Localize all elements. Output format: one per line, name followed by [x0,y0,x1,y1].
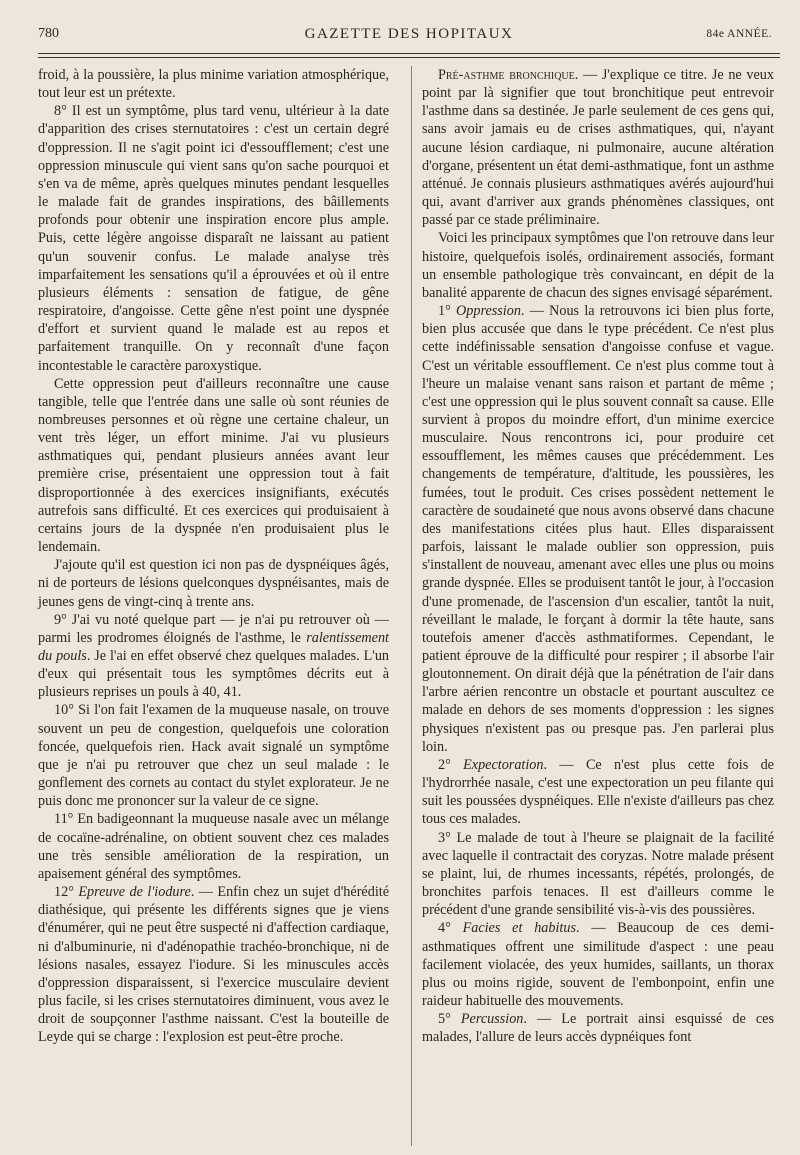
paragraph: Cette oppression peut d'ailleurs reconnaître une cause tangible, telle que l'entrée dans une salle où sont réunies de nombreuses personnes et où règne une certaine chaleur, un vent très léger, un effort minime. J'ai vu plusieurs asthmatiques qui, pendant plusieurs années avant leur première crise, présentaient une oppression tout à fait disproportionnée à des exercices insignifiants, exécutés autrefois sans difficulté. Et ces exercices qui produisaient à certains jours de la dyspnée n'en produisaient plus le lendemain. [38,375,389,556]
header-rule-top [38,53,780,54]
text-run: . — Ce n'est plus cette fois de l'hydrorrhée nasale, c'est une expectoration un peu filante qui suit les poussées dyspnéiques. Elle n'existe d'ailleurs pas chez tous ces malades. [422,756,774,828]
italic-heading: Oppression [456,303,521,320]
paragraph [422,1010,774,1046]
paragraph [422,302,774,756]
paragraph: 11° En badigeonnant la muqueuse nasale avec un mélange de cocaïne-adrénaline, on obtient souvent chez ces malades une très sensible amélioration de la respiration, un apaisement général des symptômes. [38,811,389,882]
paragraph: 10° Si l'on fait l'examen de la muqueuse nasale, on trouve souvent un peu de congestion, quelquefois une coloration foncée, quelquefois rien. Hack avait signalé un symptôme que je n'ai pu retrouver que chez un seul malade : le gonflement des cornets au contact du stylet explorateur. Je ne puis donc me prononcer sur la valeur de ce signe. [38,702,389,810]
text-run: . — J'explique ce titre. Je ne veux point par là signifier que tout bronchitique peut entrevoir l'asthme dans sa destinée. Je parle seulement de ces gens qui, sans avoir jamais eu de crises asthmatiques, qui, n'ayant aucune lésion cardiaque, ni pulmonaire, aucune altération d'organe, présentent un état demi-asthmatique, font un asthme atténué. Je connais plusieurs asthmatiques avérés aujourd'hui qui, avant d'arriver aux grands phénomènes classiques, ont passé par ce stade préliminaire. [422,67,774,229]
text-run: . — Beaucoup de ces demi-asthmatiques offrent une similitude d'aspect : une peau facilement violacée, des yeux humides, saillants, un thorax plus ou moins rigide, souvent de l'embonpoint, enfin une raideur habituelle des mouvements. [422,920,774,1009]
paragraph: J'ajoute qu'il est question ici non pas de dyspnéiques âgés, ni de porteurs de lésions quelconques dyspnéisantes, mais de jeunes gens de vingt-cinq à trente ans. [38,557,389,610]
italic-heading: Percussion [460,1011,524,1028]
text-run: 12° [54,884,79,901]
column-divider [411,66,412,1146]
italic-heading: ralentissement du pouls [38,629,389,664]
paragraph: 8° Il est un symptôme, plus tard venu, ultérieur à la date d'apparition des crises sternutatoires : c'est un certain degré d'oppression. Il ne s'agit point ici d'essoufflement; c'est une oppression minuscule qui vient sans qu'on sache pourquoi et s'en va de même, après quelques minutes pendant lesquelles le malade fait de grandes inspirations, des bâillements profonds pour obtenir une inspiration encore plus ample. Puis, cette légère angoisse disparaît ne laissant au patient qu'un souvenir confus. Le malade analyse très imparfaitement les sensations qu'il a éprouvées et où il entre plusieurs éléments : sensation de fatigue, de gêne respiratoire, d'angoisse. Cette gêne n'est point une dyspnée d'effort et survient quand le malade est au repos et parfaitement tranquille. On y reconnaît d'une façon incontestable le caractère paroxystique. [38,103,389,374]
header-rule-bottom [38,57,780,58]
right-column [422,66,774,1046]
paragraph [38,883,389,1046]
italic-heading: Epreuve de l'iodure [78,884,191,901]
page-number: 780 [38,26,59,41]
paragraph: froid, à la poussière, la plus minime variation atmosphérique, tout leur est un prétexte. [38,67,389,102]
journal-title: GAZETTE DES HOPITAUX [304,26,514,42]
section-heading: Pré-asthme bronchique [438,67,575,83]
text-run: 9° J'ai vu noté quelque part — je n'ai pu retrouver où — parmi les prodromes éloignés de l'asthme, le [38,611,389,646]
year-label: 84e ANNÉE. [706,28,772,40]
paragraph [422,66,774,229]
page-header [38,26,780,48]
text-run: 5° [438,1011,461,1028]
paragraph [422,756,774,829]
text-run: 2° [438,756,464,773]
paragraph: 3° Le malade de tout à l'heure se plaignait de la facilité avec laquelle il contractait des coryzas. Notre malade présent se plaint, lui, de rhumes incessants, répétés, prolongés, de bronchites parfois tenaces. Il est d'ailleurs comme le précédent d'une grande sensibilité vis-à-vis des poussières. [422,829,774,919]
text-run: . — Enfin chez un sujet d'hérédité diathésique, qui présente les différents signes que je viens d'énumérer, qui ne peut être suspecté ni d'affection cardiaque, ni d'albuminurie, ni d'adénopathie trachéo-bronchique, ni de lésions nasales, essayez l'iodure. Si les minuscules accès d'oppression disparaissent, si l'exercice musculaire devient plus facile, si les crises sternutatoires diminuent, vous avez le droit de soupçonner l'asthme naissant. C'est la bouteille de Leyde qui se charge : l'explosion est peut-être proche. [38,884,389,1046]
paragraph [422,919,774,1010]
text-run: . — Nous la retrouvons ici bien plus forte, bien plus accusée que dans le type précédent. Ce n'est plus cette indéfinissable sensation d'angoisse confuse et vague. C'est un véritable essoufflement. Ce n'est plus comme tout à l'heure un malaise venant sans raison et partant de même ; c'est une oppression qui le plus souvent connaît sa cause. Elle survient à propos du moindre effort, d'un minime exercice musculaire. Nous rencontrons ici, pour produire cet essoufflement, les mêmes causes que précédemment. Les changements de température, d'altitude, les poussières, les fumées, tout le produit. Ces crises possèdent nettement le caractère de soudaineté que nous avons observé dans chacune des manifestations citées plus haut. Elles disparaissent parfois, laissant le malade oublier son oppression, puis s'installent de nouveau, amenant avec elles une plus ou moins grande dyspnée. Elles se produisent tantôt le jour, à l'occasion d'une promenade, de l'ascension d'un escalier, tantôt la nuit, réveillant le malade, le forçant à dormir la tête haute, sans toutefois amener d'accès asthmatiformes. Cependant, le patient éprouve de la difficulté pour respirer ; il absorbe l'air gloutonnement. On dirait déjà que la pénétration de l'air dans l'arbre aérien rencontre un obstacle et pourtant auscultez ce malade en dehors de ses moments d'oppression : les signes physiques n'existent pas ou presque pas. J'en parlerai plus loin. [422,303,774,755]
paragraph [38,611,389,702]
text-run: . Je l'ai en effet observé chez quelques malades. L'un d'eux qui présentait tous les symptômes décrits eut à plusieurs reprises un pouls à 40, 41. [38,648,390,701]
paragraph: Voici les principaux symptômes que l'on retrouve dans leur histoire, quelquefois isolés, ordinairement associés, formant un ensemble pathologique très convaincant, en dépit de la banalité apparente de chacun des signes envisagé séparément. [422,230,774,301]
text-run: . — Le portrait ainsi esquissé de ces malades, l'allure de leurs accès dypnéiques font [422,1011,774,1046]
text-run: 1° [438,303,457,320]
text-run: 4° [438,920,463,937]
left-column [38,66,389,1046]
italic-heading: Facies et habitus [462,920,576,937]
italic-heading: Expectoration [463,756,544,773]
